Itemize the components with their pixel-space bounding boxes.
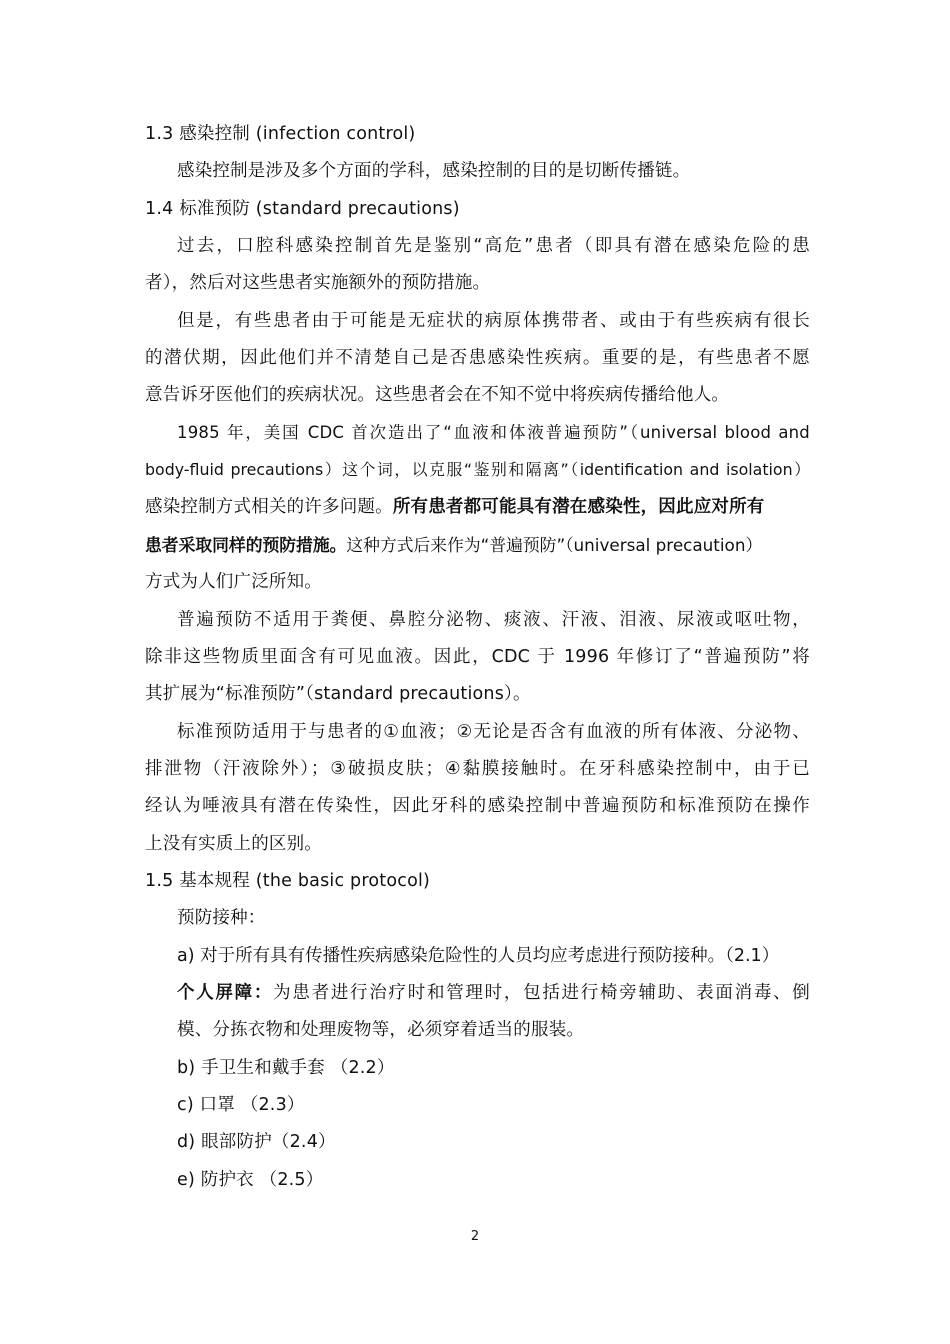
- paragraph-past-line-2: 者），然后对这些患者实施额外的预防措施。: [145, 273, 491, 293]
- paragraph-universal-line-2: 除非这些物质里面含有可见血液。因此，CDC 于 1996 年修订了“普遍预防”将: [145, 647, 810, 667]
- paragraph-however-line-1: 但是，有些患者由于可能是无症状的病原体携带者、或由于有些疾病有很长: [177, 311, 810, 331]
- heading-1-5: 1.5 基本规程 (the basic protocol): [145, 871, 431, 891]
- paragraph-1985-line-1: 1985 年，美国 CDC 首次造出了“血液和体液普遍预防”（universal blood and: [177, 423, 810, 442]
- personal-barrier-line-2: 模、分拣衣物和处理废物等，必须穿着适当的服装。: [177, 1020, 585, 1040]
- paragraph-1985-line-3: [145, 496, 810, 518]
- paragraph-1985-line-4-bold: 患者采取同样的预防措施。: [145, 535, 347, 555]
- paragraph-1985-line-4: [145, 534, 810, 556]
- list-item-c: c) 口罩 （2.3）: [177, 1095, 305, 1115]
- personal-barrier-label: 个人屏障：: [177, 983, 274, 1003]
- heading-1-3: 1.3 感染控制 (infection control): [145, 124, 416, 144]
- paragraph-past-line-1: 过去，口腔科感染控制首先是鉴别“高危”患者（即具有潜在感染危险的患: [177, 236, 810, 256]
- paragraph-standard-line-4: 上没有实质上的区别。: [145, 834, 322, 854]
- paragraph-1985-line-3-plain: 感染控制方式相关的许多问题。: [145, 497, 393, 517]
- vaccination-label: 预防接种：: [177, 908, 266, 928]
- paragraph-however-line-3: 意告诉牙医他们的疾病状况。这些患者会在不知不觉中将疾病传播给他人。: [145, 385, 730, 405]
- heading-1-4: 1.4 标准预防 (standard precautions): [145, 199, 460, 219]
- page-number: 2: [470, 1229, 480, 1244]
- list-item-d: d) 眼部防护（2.4）: [177, 1132, 336, 1152]
- list-item-b: b) 手卫生和戴手套 （2.2）: [177, 1058, 395, 1078]
- personal-barrier-text-1: 为患者进行治疗时和管理时，包括进行椅旁辅助、表面消毒、倒: [273, 983, 810, 1003]
- paragraph-1985-line-2: body-fluid precautions）这个词，以克服“鉴别和隔离”（identification and isolation）: [145, 460, 810, 479]
- list-item-e: e) 防护衣 （2.5）: [177, 1170, 324, 1190]
- paragraph-standard-line-2: 排泄物（汗液除外）；③破损皮肤；④黏膜接触时。在牙科感染控制中，由于已: [145, 759, 810, 779]
- paragraph-universal-line-3: 其扩展为“标准预防”（standard precautions）。: [145, 684, 531, 704]
- paragraph-standard-line-1: 标准预防适用于与患者的①血液；②无论是否含有血液的所有体液、分泌物、: [177, 722, 810, 742]
- paragraph-1985-line-4-plain: 这种方式后来作为“普遍预防”（universal precaution）: [346, 535, 763, 555]
- paragraph-standard-line-3: 经认为唾液具有潜在传染性，因此牙科的感染控制中普遍预防和标准预防在操作: [145, 796, 810, 816]
- personal-barrier-line-1: [177, 982, 810, 1004]
- paragraph-1985-line-5: 方式为人们广泛所知。: [145, 572, 322, 592]
- paragraph-infection-control: 感染控制是涉及多个方面的学科，感染控制的目的是切断传播链。: [177, 161, 691, 181]
- list-item-a: a) 对于所有具有传播性疾病感染危险性的人员均应考虑进行预防接种。（2.1）: [177, 946, 780, 966]
- paragraph-however-line-2: 的潜伏期，因此他们并不清楚自己是否患感染性疾病。重要的是，有些患者不愿: [145, 348, 810, 368]
- paragraph-1985-line-3-bold: 所有患者都可能具有潜在感染性，因此应对所有: [392, 497, 765, 517]
- paragraph-universal-line-1: 普遍预防不适用于粪便、鼻腔分泌物、痰液、汗液、泪液、尿液或呕吐物，: [177, 610, 810, 630]
